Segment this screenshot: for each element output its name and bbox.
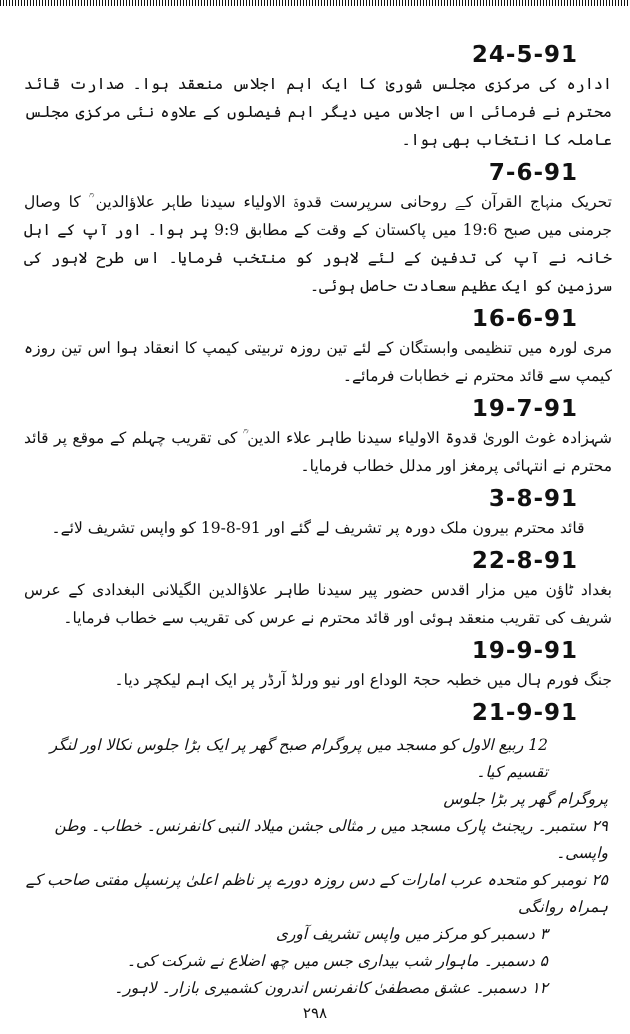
entry-date: 19-9-91 — [471, 638, 578, 664]
entry-text: قائد محترم بیرون ملک دورہ پر تشریف لے گئے اور 91-8-19 کو واپس تشریف لائے۔ — [51, 519, 585, 537]
handwritten-note: ۳ دسمبر کو مرکز میں واپس تشریف آوری — [275, 925, 548, 943]
handwritten-note: ۵ دسمبر۔ ماہوار شب بیداری جس میں چھ اضلاع نے شرکت کی۔ — [126, 952, 548, 970]
entry-date: 3-8-91 — [488, 486, 578, 512]
entry-date: 16-6-91 — [471, 306, 578, 332]
entry-text: بغداد ٹاؤن میں مزار اقدس حضور پیر سیدنا طاہر علاؤالدین الگیلانی البغدادی کے عرس شریف کی تقریب منعقد ہوئی اور قائد محترم نے عرس کی تقریب سے خطاب فرمایا۔ — [24, 581, 612, 627]
handwritten-note: 12 ربیع الاول کو مسجد میں پروگرام صبح گھر پر ایک بڑا جلوس نکالا اور لنگر تقسیم کیا۔ — [49, 736, 548, 781]
document-page — [18, 40, 618, 1002]
entry — [18, 158, 618, 300]
entry — [18, 636, 618, 694]
top-border — [0, 0, 630, 6]
page-number: ۲۹۸ — [302, 1004, 328, 1022]
entry-text: مری لورہ میں تنظیمی وابستگان کے لئے تین روزہ تربیتی کیمپ کا انعقاد ہوا اس تین روزہ کیمپ سے قائد محترم نے خطابات فرمائے۔ — [24, 339, 612, 385]
entry-text: جنگ فورم ہال میں خطبہ حجۃ الوداع اور نیو ورلڈ آرڈر پر ایک اہم لیکچر دیا۔ — [114, 671, 612, 689]
entry — [18, 484, 618, 542]
entry-text: شہزادہ غوث الوریٰ قدوۃ الاولیاء سیدنا طاہر علاء الدین ؒ کی تقریب چہلم کے موقع پر قائد محترم نے انتہائی پرمغز اور مدلل خطاب فرمایا۔ — [24, 429, 612, 475]
entry-date: 24-5-91 — [471, 42, 578, 68]
handwritten-note: ۲۵ نومبر کو متحدہ عرب امارات کے دس روزہ دورے پر ناظم اعلیٰ پرنسپل مفتی صاحب کے ہمراہ روانگی — [25, 871, 608, 916]
handwritten-note: پروگرام گھر پر بڑا جلوس — [443, 790, 608, 808]
entry-date: 22-8-91 — [471, 548, 578, 574]
entry — [18, 698, 618, 728]
entry-date: 19-7-91 — [471, 396, 578, 422]
entry — [18, 304, 618, 390]
entry — [18, 394, 618, 480]
handwritten-note: ۱۲ دسمبر۔ عشق مصطفیٰ کانفرنس اندرون کشمیری بازار۔ لاہور۔ — [114, 979, 548, 997]
handwritten-note: ۲۹ ستمبر۔ ریجنٹ پارک مسجد میں ر مثالی جشن میلاد النبی کانفرنس۔ خطاب۔ وطن واپسی۔ — [54, 817, 608, 862]
entry-date: 7-6-91 — [488, 160, 578, 186]
entry-text: تحریک منہاج القرآن کے روحانی سرپرست قدوۃ الاولیاء سیدنا طاہر علاؤالدین ؒ کا وصال جرمنی میں صبح 19:6 میں پاکستان کے وقت کے مطابق 9:9 پر ہوا۔ اور آپ کے اہل خانہ نے آپ کی تدفین کے لئے لاہور کو منتخب فرمایا۔ اس طرح لاہور کی سرزمین کو ایک عظیم سعادت حاصل ہوئی۔ — [24, 193, 613, 295]
entry-text: ادارہ کی مرکزی مجلس شوریٰ کا ایک اہم اجلاس منعقد ہوا۔ صدارت قائد محترم نے فرمائی اس اجلاس میں دیگر اہم فیصلوں کے علاوہ نئی مرکزی مجلس عاملہ کا انتخاب بھی ہوا۔ — [24, 75, 612, 149]
entry-date: 21-9-91 — [471, 700, 578, 726]
entry — [18, 40, 618, 154]
entry — [18, 546, 618, 632]
